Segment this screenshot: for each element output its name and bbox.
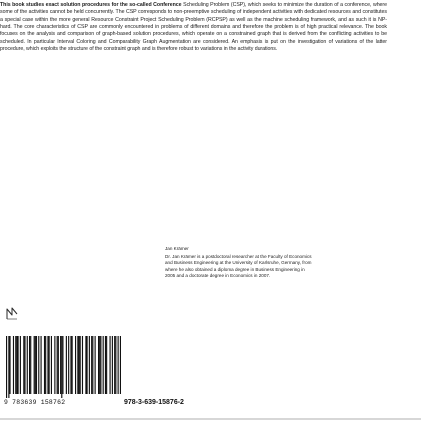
author-bio: Dr. Jan Krämer is a postdoctoral researcher at the Faculty of Economics and Business Engineering at the University of Karlsruhe, Germany, from where he also obtained a diploma degree in Business Engineering in 2005 and a doctorate degree in Economics in 2007. xyxy=(165,254,312,278)
barcode-block xyxy=(4,336,184,410)
barcode-bar xyxy=(58,336,59,394)
barcode-bar xyxy=(38,336,39,394)
isbn-number: 978-3-639-15876-2 xyxy=(124,399,184,406)
barcode-bar xyxy=(115,336,116,394)
barcode-bar xyxy=(95,336,96,394)
barcode-bar xyxy=(106,336,107,394)
barcode-bar xyxy=(49,336,50,394)
barcode-bar xyxy=(60,336,61,394)
author-section xyxy=(165,246,315,279)
barcode-bar xyxy=(20,336,21,394)
barcode-bar xyxy=(27,336,28,394)
barcode-bar xyxy=(8,336,9,398)
barcode-bar xyxy=(68,336,69,394)
barcode-bar xyxy=(78,336,79,394)
barcode-bar xyxy=(75,336,76,394)
barcode-bar xyxy=(54,336,55,394)
publisher-logo-icon xyxy=(5,305,19,321)
barcode-bar xyxy=(72,336,73,394)
barcode-bar xyxy=(80,336,81,394)
barcode-bar xyxy=(105,336,106,394)
barcode-bar xyxy=(24,336,25,394)
barcode-bar xyxy=(9,336,10,394)
barcode-bar xyxy=(91,336,92,394)
blurb-body: Scheduling Problem (CSP), which seeks to minimize the duration of a conference, where some of the activities cannot be held concurrently. The CSP corresponds to non-preemptive scheduling of independent activities with dedicated resources and constitutes a special case within the more general Resource Constraint Project Scheduling Problem (RCPSP) as well as the machine scheduling framework, and as such it is NP-hard. The core characteristics of CSP are commonly encountered in problems of different domains and therefore the problem is of high practical relevance. The book focuses on the analysis and comparison of graph-based solution procedures, which operate on a constrained graph that is derived from the conflicting activities to be scheduled. In particular Interval Coloring and Comparability Graph Augmentation are considered. An emphasis is put on the investigation of variations of the latter procedure, which exploits the structure of the constraint graph and is therefore robust to variations in the activity durations. xyxy=(0,2,387,53)
barcode-bar xyxy=(13,336,14,394)
barcode-bar xyxy=(15,336,16,394)
barcode-bar xyxy=(92,336,93,394)
barcode-bar xyxy=(82,336,83,394)
barcode-bar xyxy=(120,336,121,394)
footer-rule xyxy=(0,418,421,420)
barcode-bar xyxy=(61,336,62,398)
barcode-bar xyxy=(57,336,58,394)
barcode-bar xyxy=(45,336,46,394)
barcode-bar xyxy=(16,336,17,394)
barcode-bar xyxy=(87,336,88,394)
barcode-bar xyxy=(34,336,35,394)
barcode-bar xyxy=(112,336,113,394)
barcode-digits: 9 783639 158762 xyxy=(4,399,66,406)
barcode-bar xyxy=(66,336,67,394)
barcode-bar xyxy=(41,336,42,394)
barcode-bar xyxy=(110,336,111,394)
barcode-bar xyxy=(47,336,48,394)
barcode-bar xyxy=(98,336,99,394)
barcode-bar xyxy=(36,336,37,394)
barcode-bar xyxy=(89,336,90,394)
barcode-bar xyxy=(118,336,119,394)
barcode-bar xyxy=(85,336,86,394)
barcode-bar xyxy=(18,336,19,394)
barcode-bar xyxy=(35,336,36,394)
barcode-bar xyxy=(44,336,45,394)
barcode-bar xyxy=(99,336,100,394)
author-name: Jan Krämer xyxy=(165,246,189,251)
barcode-bar xyxy=(6,336,7,398)
blurb-lead-sentence: This book studies exact solution procedures for the so-called Conference xyxy=(0,2,182,8)
barcode-bar xyxy=(100,336,101,394)
barcode-bar xyxy=(70,336,71,394)
barcode-bar xyxy=(114,336,115,394)
barcode-bar xyxy=(103,336,104,394)
barcode-bar xyxy=(29,336,30,394)
barcode-icon xyxy=(4,336,122,398)
barcode-bar xyxy=(77,336,78,394)
barcode-bar xyxy=(23,336,24,394)
barcode-bar xyxy=(30,336,31,394)
barcode-bar xyxy=(62,336,63,394)
barcode-bar xyxy=(51,336,52,394)
